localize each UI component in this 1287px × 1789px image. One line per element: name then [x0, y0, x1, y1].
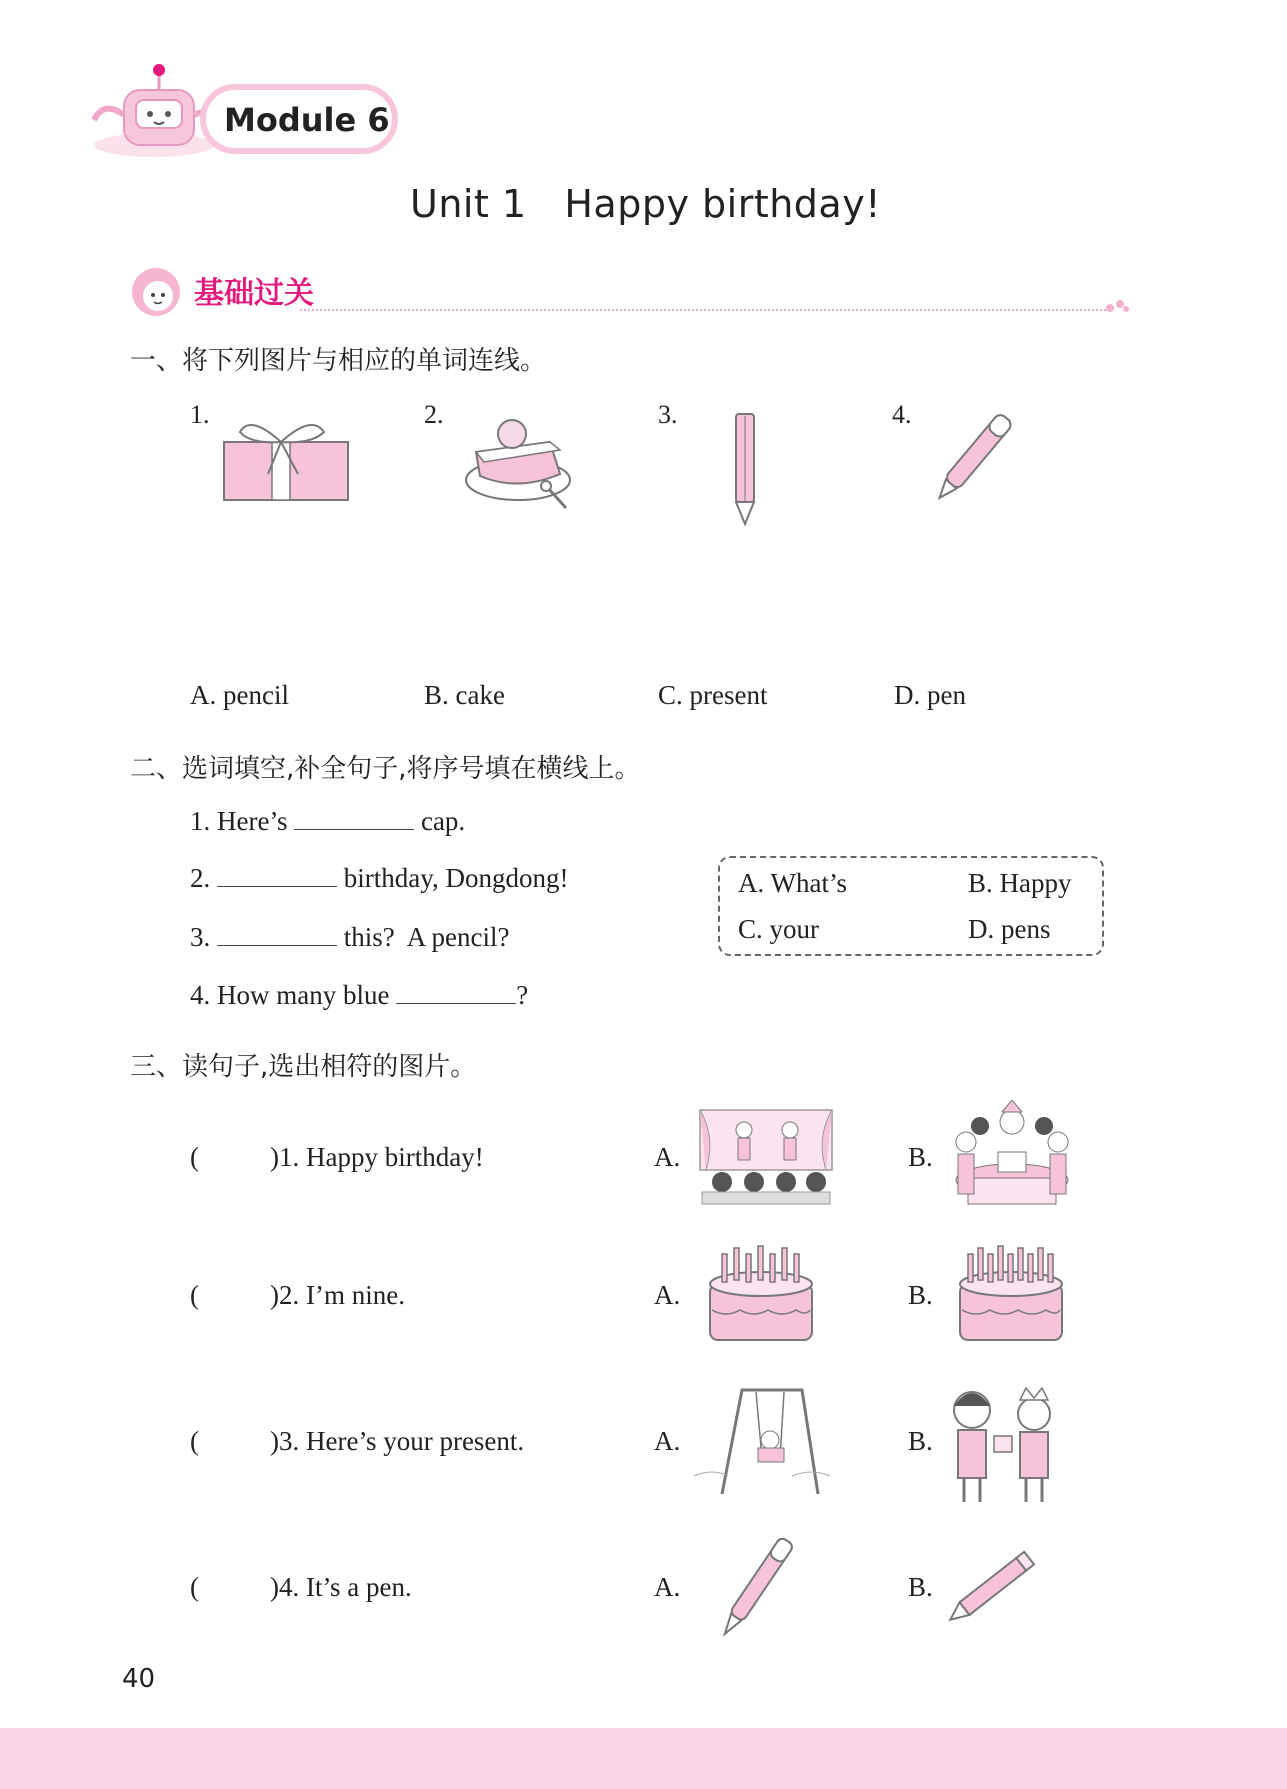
- unit-title: Unit 1 Happy birthday!: [410, 182, 881, 226]
- q2-option: A. What’s: [738, 868, 847, 898]
- option-a-label[interactable]: A.: [654, 1572, 681, 1602]
- pencil-icon: [732, 410, 758, 532]
- module-label: Module 6: [224, 101, 390, 139]
- q1-picture-number: 2.: [424, 400, 444, 429]
- option-b-label[interactable]: B.: [908, 1572, 933, 1602]
- footer-band: [0, 1728, 1287, 1789]
- q3-sentence: )2. I’m nine.: [270, 1280, 405, 1310]
- cake-candles-icon[interactable]: [956, 1240, 1066, 1354]
- q1-picture-number: 1.: [190, 400, 210, 429]
- option-a-label[interactable]: A.: [654, 1142, 681, 1172]
- q2-sentence: [190, 806, 465, 837]
- q1-word: D. pen: [894, 680, 966, 710]
- q2-sentence: [190, 863, 568, 894]
- pencil-icon[interactable]: [946, 1544, 1046, 1628]
- girl-face-icon: [128, 266, 184, 318]
- option-a-label[interactable]: A.: [654, 1426, 681, 1456]
- cake-candles-icon[interactable]: [706, 1240, 816, 1354]
- option-b-label[interactable]: B.: [908, 1142, 933, 1172]
- section-divider: [300, 309, 1110, 311]
- sentence-text: birthday, Dongdong!: [343, 863, 569, 893]
- sentence-text: ?: [516, 980, 529, 1010]
- answer-paren[interactable]: (: [190, 1142, 199, 1172]
- q2-sentence: [190, 922, 509, 953]
- option-b-label[interactable]: B.: [908, 1280, 933, 1310]
- section-label: 基础过关: [194, 276, 314, 311]
- answer-blank[interactable]: [294, 807, 414, 830]
- q2-heading: 二、选词填空,补全句子,将序号填在横线上。: [130, 754, 641, 784]
- sentence-text: this? A pencil?: [343, 922, 510, 952]
- sentence-text: 3.: [190, 922, 211, 952]
- q2-option: C. your: [738, 914, 819, 944]
- pen-icon: [928, 410, 1018, 510]
- pen-icon[interactable]: [712, 1530, 802, 1650]
- q1-picture-number: 4.: [892, 400, 912, 429]
- answer-blank[interactable]: [217, 923, 337, 946]
- q1-picture-number: 3.: [658, 400, 678, 429]
- sentence-text: 4. How many blue: [190, 980, 390, 1010]
- answer-blank[interactable]: [396, 981, 516, 1004]
- answer-paren[interactable]: (: [190, 1280, 199, 1310]
- gift-box-icon: [220, 414, 360, 508]
- q1-word: B. cake: [424, 680, 505, 710]
- stage-show-icon[interactable]: [698, 1108, 834, 1210]
- q1-word: C. present: [658, 680, 768, 710]
- q1-word: A. pencil: [190, 680, 289, 710]
- page-number: 40: [122, 1664, 156, 1694]
- answer-paren[interactable]: (: [190, 1572, 199, 1602]
- sentence-text: cap.: [420, 806, 466, 836]
- q2-option: B. Happy: [968, 868, 1072, 898]
- q3-sentence: )4. It’s a pen.: [270, 1572, 412, 1602]
- sentence-text: 1. Here’s: [190, 806, 288, 836]
- cake-slice-icon: [462, 412, 582, 520]
- giving-present-icon[interactable]: [942, 1380, 1066, 1512]
- option-b-label[interactable]: B.: [908, 1426, 933, 1456]
- q3-heading: 三、读句子,选出相符的图片。: [130, 1052, 477, 1082]
- q2-option: D. pens: [968, 914, 1051, 944]
- q3-sentence: )1. Happy birthday!: [270, 1142, 484, 1172]
- birthday-party-icon[interactable]: [944, 1100, 1080, 1218]
- answer-paren[interactable]: (: [190, 1426, 199, 1456]
- q3-sentence: )3. Here’s your present.: [270, 1426, 525, 1456]
- swing-icon[interactable]: [692, 1384, 832, 1502]
- answer-blank[interactable]: [217, 864, 337, 887]
- sentence-text: 2.: [190, 863, 211, 893]
- q2-sentence: [190, 980, 528, 1011]
- q1-heading: 一、将下列图片与相应的单词连线。: [130, 346, 547, 376]
- option-a-label[interactable]: A.: [654, 1280, 681, 1310]
- dots-decoration-icon: [1104, 296, 1130, 318]
